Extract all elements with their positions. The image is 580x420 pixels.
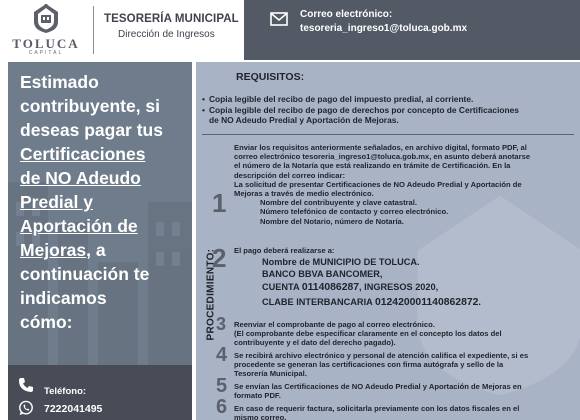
- step-line: En caso de requerir factura, solicitarla previamente con los datos fiscales en el: [234, 404, 520, 413]
- step-line: formato PDF.: [234, 391, 281, 401]
- intro-word: , a: [86, 240, 106, 260]
- phone-label: Teléfono:: [44, 386, 87, 397]
- intro-line: indicamos: [20, 288, 107, 308]
- step-6-text: [234, 404, 519, 420]
- intro-line: cómo:: [20, 312, 73, 332]
- intro-line: contribuyente, si: [20, 96, 161, 116]
- intro-line-underlined: de NO Adeudo: [20, 168, 141, 188]
- intro-line: Estimado: [20, 72, 99, 92]
- organization-title: TESORERÍA MUNICIPAL: [104, 13, 239, 25]
- account-number: 0114086287: [301, 282, 360, 293]
- procedure-label: PROCEDIMIENTO:: [205, 248, 217, 341]
- intro-line: continuación te: [20, 264, 150, 284]
- step-line: descripción del correo indicar:: [234, 170, 345, 180]
- step-4-text: [234, 351, 528, 379]
- email-contact-box: [244, 0, 580, 60]
- step-line: contribuyente y el dato del derecho pagado).: [234, 338, 396, 348]
- clabe-suffix: .: [478, 297, 481, 307]
- payee-name: Nombre de MUNICIPIO DE TOLUCA.: [262, 257, 420, 267]
- intro-panel: [8, 62, 192, 420]
- intro-message: [20, 70, 190, 334]
- phone-contact-box: [8, 365, 192, 420]
- email-label: Correo electrónico:: [300, 9, 393, 20]
- clabe-line: [262, 297, 481, 308]
- step-line: La solicitud de presentar Certificaciones de NO Adeudo Predial y Aportación de: [234, 179, 522, 189]
- email-address-link[interactable]: tesoreria_ingreso1@toluca.gob.mx: [300, 23, 468, 34]
- requirements-panel: [196, 62, 580, 420]
- step-2-intro: El pago deberá realizarse a:: [234, 246, 335, 255]
- step-line: Nombre del Notario, número de Notaría.: [260, 216, 404, 226]
- step-1-text: [234, 143, 530, 226]
- phone-number[interactable]: 7222041495: [44, 403, 103, 415]
- step-line: correo electrónico tesoreria_ingreso1@toluca.gob.mx, en asunto deberá anotarse: [234, 152, 531, 162]
- logo-wordmark: TOLUCA: [12, 36, 80, 51]
- requirements-list: [202, 94, 574, 126]
- step-number: 3: [216, 314, 227, 334]
- step-3-text: [234, 320, 502, 348]
- header: [0, 0, 580, 60]
- account-suffix: , INGRESOS 2020,: [359, 282, 439, 292]
- intro-line-underlined: Certificaciones: [20, 144, 146, 164]
- step-number: 5: [216, 375, 228, 397]
- city-seal-icon: [30, 2, 62, 34]
- requirement-item: • Copia legible del recibo de pago del impuesto predial, al corriente.: [202, 94, 574, 104]
- step-line: Se recibirá archivo electrónico y personal de atención califica el expediente, si es: [234, 351, 529, 360]
- phone-icon: [18, 377, 34, 393]
- logo-subtitle: CAPITAL: [28, 50, 64, 56]
- step-line: (El comprobante debe especificar claramente en el concepto los datos del: [234, 329, 502, 339]
- step-line: Enviar los requisitos anteriormente señalados, en archivo digital, formato PDF, al: [234, 143, 527, 152]
- step-number: 4: [216, 344, 228, 366]
- step-line: Número telefónico de contacto y correo electrónico.: [260, 207, 449, 217]
- bank-name: BANCO BBVA BANCOMER,: [262, 269, 383, 279]
- step-number: 1: [212, 188, 227, 218]
- requirement-item-line: • Copia legible del recibo de pago de derechos por concepto de Certificaciones: [209, 105, 519, 115]
- intro-line: [20, 238, 190, 262]
- envelope-icon: [270, 12, 288, 26]
- step-line: el número de la Notaría que está realizando en trámite de Certificación. En la: [234, 161, 511, 171]
- clabe-label: CLABE INTERBANCARIA: [262, 297, 375, 307]
- step-5-text: [234, 382, 522, 400]
- whatsapp-icon: [18, 400, 34, 416]
- step-number: 6: [216, 396, 228, 418]
- requirement-item: [202, 105, 574, 125]
- step-line: Mejoras a través de medio electrónico.: [234, 189, 374, 199]
- step-line: Reenviar el comprobante de pago al correo electrónico.: [234, 320, 435, 329]
- section-divider: [202, 134, 574, 135]
- account-label: CUENTA: [262, 282, 302, 292]
- step-line: Nombre del contribuyente y clave catastral.: [260, 198, 417, 208]
- clabe-number: 012420001140862872: [374, 297, 479, 308]
- intro-line: deseas pagar tus: [20, 120, 163, 140]
- requirement-item-line: de NO Adeudo Predial y Aportación de Mejoras.: [209, 115, 399, 125]
- step-line: procedente se generan las certificaciones con firma autógrafa y sello de la: [234, 360, 504, 370]
- organization-subtitle: Dirección de Ingresos: [118, 29, 215, 40]
- step-line: Tesorería Municipal.: [234, 369, 307, 379]
- step-line: Se envían las Certificaciones de NO Adeudo Predial y Aportación de Mejoras en: [234, 382, 522, 391]
- requirements-title: REQUISITOS:: [236, 71, 305, 83]
- account-line: [262, 282, 438, 293]
- intro-line-underlined: Predial y: [20, 192, 93, 212]
- intro-line-underlined: Aportación de: [20, 216, 138, 236]
- header-divider: [93, 6, 94, 54]
- intro-word-underlined: Mejoras: [20, 240, 87, 260]
- step-line: mismo correo.: [234, 413, 287, 420]
- step-number: 2: [212, 243, 227, 273]
- toluca-logo: [8, 2, 84, 58]
